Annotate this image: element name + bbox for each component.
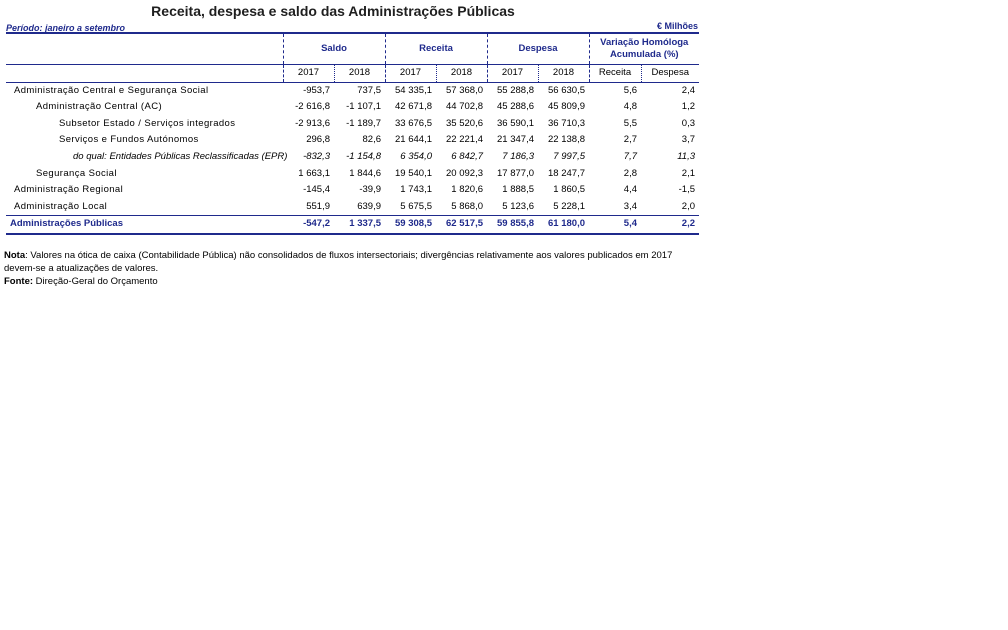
- total-despesa-2017: 59 855,8: [487, 216, 538, 234]
- subheader-saldo-2017: 2017: [283, 65, 334, 83]
- cell-saldo-2018: 737,5: [357, 84, 381, 96]
- cell-receita-2018: 20 092,3: [446, 167, 483, 179]
- subheader-receita-2018: 2018: [436, 65, 487, 83]
- table-row: [6, 199, 699, 216]
- total-despesa-2018: 61 180,0: [538, 216, 589, 234]
- cell-var-receita: 4,4: [623, 184, 637, 196]
- cell-var-despesa: 2,1: [681, 167, 696, 179]
- cell-receita-2017: 21 644,1: [395, 134, 432, 146]
- subheader-var-despesa: Despesa: [641, 65, 699, 83]
- cell-receita-2018: 57 368,0: [446, 84, 483, 96]
- subheader-despesa-2018: 2018: [538, 65, 589, 83]
- cell-despesa-2017: 5 123,6: [502, 200, 534, 212]
- cell-saldo-2017: 1 663,1: [298, 167, 330, 179]
- source-text: Direção-Geral do Orçamento: [33, 276, 158, 287]
- cell-var-receita: 3,4: [623, 200, 637, 212]
- cell-var-despesa: 0,3: [681, 117, 696, 129]
- cell-despesa-2018: 7 997,5: [553, 150, 585, 162]
- cell-receita-2018: 1 820,6: [451, 184, 483, 196]
- subheader-despesa-2017: 2017: [487, 65, 538, 83]
- row-label: Administração Central (AC): [36, 101, 163, 113]
- note-line: [4, 249, 704, 275]
- table-row: [6, 182, 699, 199]
- total-row: [6, 216, 699, 234]
- cell-receita-2017: 33 676,5: [395, 117, 432, 129]
- cell-despesa-2017: 1 888,5: [502, 184, 534, 196]
- total-saldo-2017: -547,2: [283, 216, 334, 234]
- unit-label: € Milhões: [656, 21, 698, 31]
- period-label: Período: janeiro a setembro: [6, 23, 126, 33]
- table-row: [6, 82, 699, 99]
- subheader-saldo-2018: 2018: [334, 65, 385, 83]
- total-var-despesa: 2,2: [641, 216, 699, 234]
- cell-var-despesa: 3,7: [681, 134, 696, 146]
- row-label: do qual: Entidades Públicas Reclassificadas (EPR): [73, 150, 288, 162]
- header-row-groups: [6, 33, 699, 65]
- cell-saldo-2017: 296,8: [306, 134, 330, 146]
- header-row-years: [6, 65, 699, 83]
- cell-receita-2018: 44 702,8: [446, 101, 483, 113]
- cell-var-despesa: 2,4: [681, 84, 696, 96]
- table-row: [6, 99, 699, 116]
- cell-var-despesa: -1,5: [678, 184, 696, 196]
- cell-var-despesa: 11,3: [677, 150, 696, 162]
- cell-despesa-2017: 17 877,0: [497, 167, 534, 179]
- cell-despesa-2017: 36 590,1: [497, 117, 534, 129]
- cell-var-despesa: 2,0: [681, 200, 696, 212]
- cell-saldo-2018: 82,6: [362, 134, 381, 146]
- table-row: [6, 149, 699, 166]
- cell-despesa-2018: 36 710,3: [548, 117, 585, 129]
- row-label: Administração Local: [14, 200, 108, 212]
- cell-receita-2017: 6 354,0: [400, 150, 432, 162]
- row-label: Administração Central e Segurança Social: [14, 84, 209, 96]
- cell-saldo-2018: -1 107,1: [346, 101, 381, 113]
- footnotes: [4, 249, 704, 288]
- cell-var-despesa: 1,2: [681, 101, 696, 113]
- table-row: [6, 132, 699, 149]
- total-label: Administrações Públicas: [6, 216, 283, 234]
- cell-receita-2018: 5 868,0: [451, 200, 483, 212]
- cell-despesa-2018: 45 809,9: [548, 101, 585, 113]
- cell-receita-2017: 1 743,1: [400, 184, 432, 196]
- table-title: Receita, despesa e saldo das Administrações Públicas: [151, 3, 515, 19]
- cell-var-receita: 2,7: [623, 134, 637, 146]
- cell-despesa-2018: 22 138,8: [548, 134, 585, 146]
- cell-saldo-2017: -145,4: [303, 184, 330, 196]
- total-receita-2018: 62 517,5: [436, 216, 487, 234]
- cell-var-receita: 7,7: [623, 150, 637, 162]
- header-saldo: Saldo: [283, 33, 385, 65]
- cell-despesa-2018: 56 630,5: [548, 84, 585, 96]
- cell-saldo-2018: -39,9: [359, 184, 381, 196]
- cell-var-receita: 5,5: [623, 117, 637, 129]
- fiscal-table: [6, 32, 699, 235]
- cell-receita-2017: 19 540,1: [395, 167, 432, 179]
- cell-saldo-2018: 639,9: [357, 200, 381, 212]
- cell-despesa-2018: 1 860,5: [553, 184, 585, 196]
- cell-var-receita: 5,6: [623, 84, 637, 96]
- cell-receita-2017: 54 335,1: [395, 84, 432, 96]
- subheader-var-receita: Receita: [589, 65, 641, 83]
- header-receita: Receita: [385, 33, 487, 65]
- cell-saldo-2017: -832,3: [303, 150, 330, 162]
- total-receita-2017: 59 308,5: [385, 216, 436, 234]
- note-label: Nota: [4, 250, 26, 261]
- cell-despesa-2017: 21 347,4: [497, 134, 534, 146]
- cell-var-receita: 2,8: [623, 167, 637, 179]
- total-var-receita: 5,4: [589, 216, 641, 234]
- cell-saldo-2017: 551,9: [306, 200, 330, 212]
- cell-saldo-2018: -1 154,8: [346, 150, 381, 162]
- cell-receita-2018: 6 842,7: [451, 150, 483, 162]
- row-label: Serviços e Fundos Autónomos: [59, 134, 199, 146]
- cell-receita-2017: 5 675,5: [400, 200, 432, 212]
- cell-despesa-2017: 55 288,8: [497, 84, 534, 96]
- cell-saldo-2017: -2 616,8: [295, 101, 330, 113]
- source-label: Fonte:: [4, 276, 34, 287]
- cell-receita-2018: 22 221,4: [446, 134, 483, 146]
- table-row: [6, 166, 699, 183]
- total-saldo-2018: 1 337,5: [334, 216, 385, 234]
- cell-despesa-2018: 18 247,7: [548, 167, 585, 179]
- cell-despesa-2017: 45 288,6: [497, 101, 534, 113]
- cell-despesa-2018: 5 228,1: [553, 200, 585, 212]
- source-line: [4, 275, 704, 288]
- cell-saldo-2018: 1 844,6: [349, 167, 381, 179]
- cell-despesa-2017: 7 186,3: [502, 150, 534, 162]
- table-row: [6, 116, 699, 133]
- cell-receita-2018: 35 520,6: [446, 117, 483, 129]
- cell-var-receita: 4,8: [623, 101, 637, 113]
- row-label: Subsetor Estado / Serviços integrados: [59, 117, 236, 129]
- cell-saldo-2017: -953,7: [303, 84, 330, 96]
- header-variacao: Variação Homóloga Acumulada (%): [589, 33, 699, 65]
- row-label: Administração Regional: [14, 184, 124, 196]
- cell-receita-2017: 42 671,8: [395, 101, 432, 113]
- note-text: : Valores na ótica de caixa (Contabilidade Pública) não consolidados de fluxos intersectoriais; divergências relativamente aos valores publicados em 2017 devem-se a atualizações de valores.: [4, 250, 673, 274]
- cell-saldo-2017: -2 913,6: [295, 117, 330, 129]
- header-despesa: Despesa: [487, 33, 589, 65]
- subheader-receita-2017: 2017: [385, 65, 436, 83]
- cell-saldo-2018: -1 189,7: [346, 117, 381, 129]
- row-label: Segurança Social: [36, 167, 117, 179]
